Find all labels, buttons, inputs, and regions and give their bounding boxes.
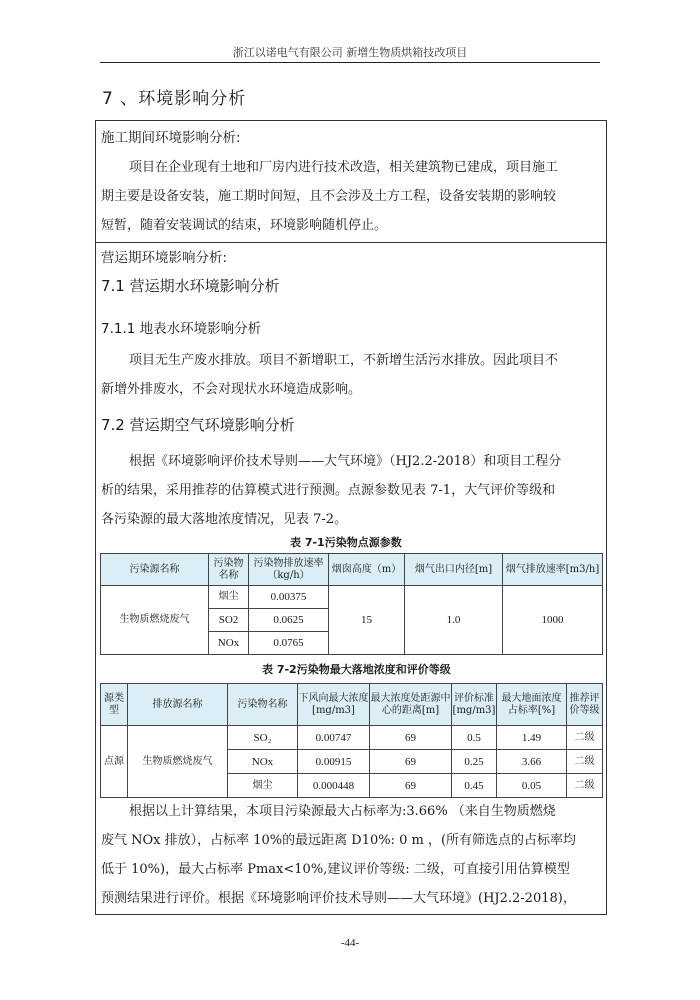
t1-header-rate: 污染物排放速率（kg/h） [249, 554, 329, 586]
t2-header-source: 排放源名称 [128, 684, 228, 726]
t2-dist-cell: 69 [370, 774, 452, 798]
t1-rate-cell: 0.00375 [249, 586, 329, 609]
table2-caption: 表 7-2污染物最大落地浓度和评价等级 [262, 663, 451, 676]
section-7-1-title: 7.1 营运期水环境影响分析 [101, 277, 280, 295]
t2-grade-cell: 二级 [567, 774, 603, 798]
air-line-1: 根据《环境影响评价技术导则——大气环境》（HJ2.2-2018）和项目工程分 [129, 454, 562, 469]
construction-line-1: 项目在企业现有土地和厂房内进行技术改造，相关建筑物已建成，项目施工 [129, 160, 559, 175]
t2-std-cell: 0.25 [452, 750, 497, 774]
t1-pollutant-cell: NOx [209, 632, 249, 655]
operation-heading: 营运期环境影响分析: [101, 250, 228, 266]
t1-header-flow: 烟气排放速率[m3/h] [503, 554, 603, 586]
t1-header-height: 烟囱高度（m） [329, 554, 405, 586]
t2-ratio-cell: 3.66 [497, 750, 567, 774]
t2-pollutant-cell: 烟尘 [228, 774, 298, 798]
t1-source-cell: 生物质燃烧废气 [101, 586, 209, 655]
conclusion-line-1: 根据以上计算结果，本项目污染源最大占标率为:3.66% （来自生物质燃烧 [129, 804, 556, 819]
t1-header-source: 污染源名称 [101, 554, 209, 586]
t2-pollutant-cell: SO₂ [228, 726, 298, 750]
t2-dist-cell: 69 [370, 750, 452, 774]
t1-pollutant-cell: 烟尘 [209, 586, 249, 609]
t2-dist-cell: 69 [370, 726, 452, 750]
t1-rate-cell: 0.0765 [249, 632, 329, 655]
construction-line-2: 期主要是设备安装，施工期时间短，且不会涉及土方工程，设备安装期的影响较 [101, 189, 557, 204]
t2-conc-cell: 0.000448 [298, 774, 370, 798]
t2-source-cell: 生物质燃烧废气 [128, 726, 228, 798]
t2-header-conc: 下风向最大浓度[mg/m3] [298, 684, 370, 726]
t2-pollutant-cell: NOx [228, 750, 298, 774]
t1-header-diameter: 烟气出口内径[m] [405, 554, 503, 586]
page-header: 浙江以诺电气有限公司 新增生物质烘箱技改项目 [232, 46, 468, 59]
t2-std-cell: 0.5 [452, 726, 497, 750]
t2-ratio-cell: 1.49 [497, 726, 567, 750]
t1-header-pollutant: 污染物名称 [209, 554, 249, 586]
conclusion-line-4: 预测结果进行评价。根据《环境影响评价技术导则——大气环境》(HJ2.2-2018)， [101, 891, 576, 906]
air-line-3: 各污染源的最大落地浓度情况，见表 7-2。 [101, 512, 348, 527]
chapter-title: 7 、环境影响分析 [102, 89, 247, 109]
t1-diameter-cell: 1.0 [405, 586, 503, 655]
t1-flow-cell: 1000 [503, 586, 603, 655]
t2-header-pollutant: 污染物名称 [228, 684, 298, 726]
t2-header-dist: 最大浓度处距源中心的距离[m] [370, 684, 452, 726]
t2-std-cell: 0.45 [452, 774, 497, 798]
conclusion-line-2: 废气 NOx 排放），占标率 10%的最远距离 D10%: 0 m ，(所有筛选点的占标率均 [101, 833, 577, 848]
table-7-2 [100, 683, 603, 798]
conclusion-line-3: 低于 10%)，最大占标率 Pmax<10%,建议评价等级: 二级，可直接引用估算模型 [101, 862, 570, 877]
t2-grade-cell: 二级 [567, 726, 603, 750]
frame-divider [96, 242, 606, 243]
table1-caption: 表 7-1污染物点源参数 [290, 536, 402, 549]
t2-conc-cell: 0.00915 [298, 750, 370, 774]
t2-header-type: 源类型 [101, 684, 128, 726]
t2-header-grade: 推荐评价等级 [567, 684, 603, 726]
water-line-1: 项目无生产废水排放。项目不新增职工，不新增生活污水排放。因此项目不 [129, 353, 559, 368]
section-7-1-1-title: 7.1.1 地表水环境影响分析 [101, 321, 262, 337]
page-number: -44- [340, 937, 360, 949]
t1-rate-cell: 0.0625 [249, 609, 329, 632]
t2-type-cell: 点源 [101, 726, 128, 798]
construction-line-2b: 短暂，随着安装调试的结束，环境影响随机停止。 [101, 218, 388, 233]
t2-header-std: 评价标准[mg/m3] [452, 684, 497, 726]
t2-ratio-cell: 0.05 [497, 774, 567, 798]
section-7-2-title: 7.2 营运期空气环境影响分析 [101, 416, 295, 434]
construction-heading: 施工期间环境影响分析: [101, 130, 241, 146]
t1-pollutant-cell: SO2 [209, 609, 249, 632]
t1-height-cell: 15 [329, 586, 405, 655]
t2-header-ratio: 最大地面浓度占标率[%] [497, 684, 567, 726]
air-line-2: 析的结果，采用推荐的估算模式进行预测。点源参数见表 7-1，大气评价等级和 [101, 483, 556, 498]
t2-grade-cell: 二级 [567, 750, 603, 774]
table-7-1 [100, 553, 603, 655]
t2-conc-cell: 0.00747 [298, 726, 370, 750]
water-line-2: 新增外排废水，不会对现状水环境造成影响。 [101, 382, 362, 397]
header-rule [100, 62, 600, 63]
